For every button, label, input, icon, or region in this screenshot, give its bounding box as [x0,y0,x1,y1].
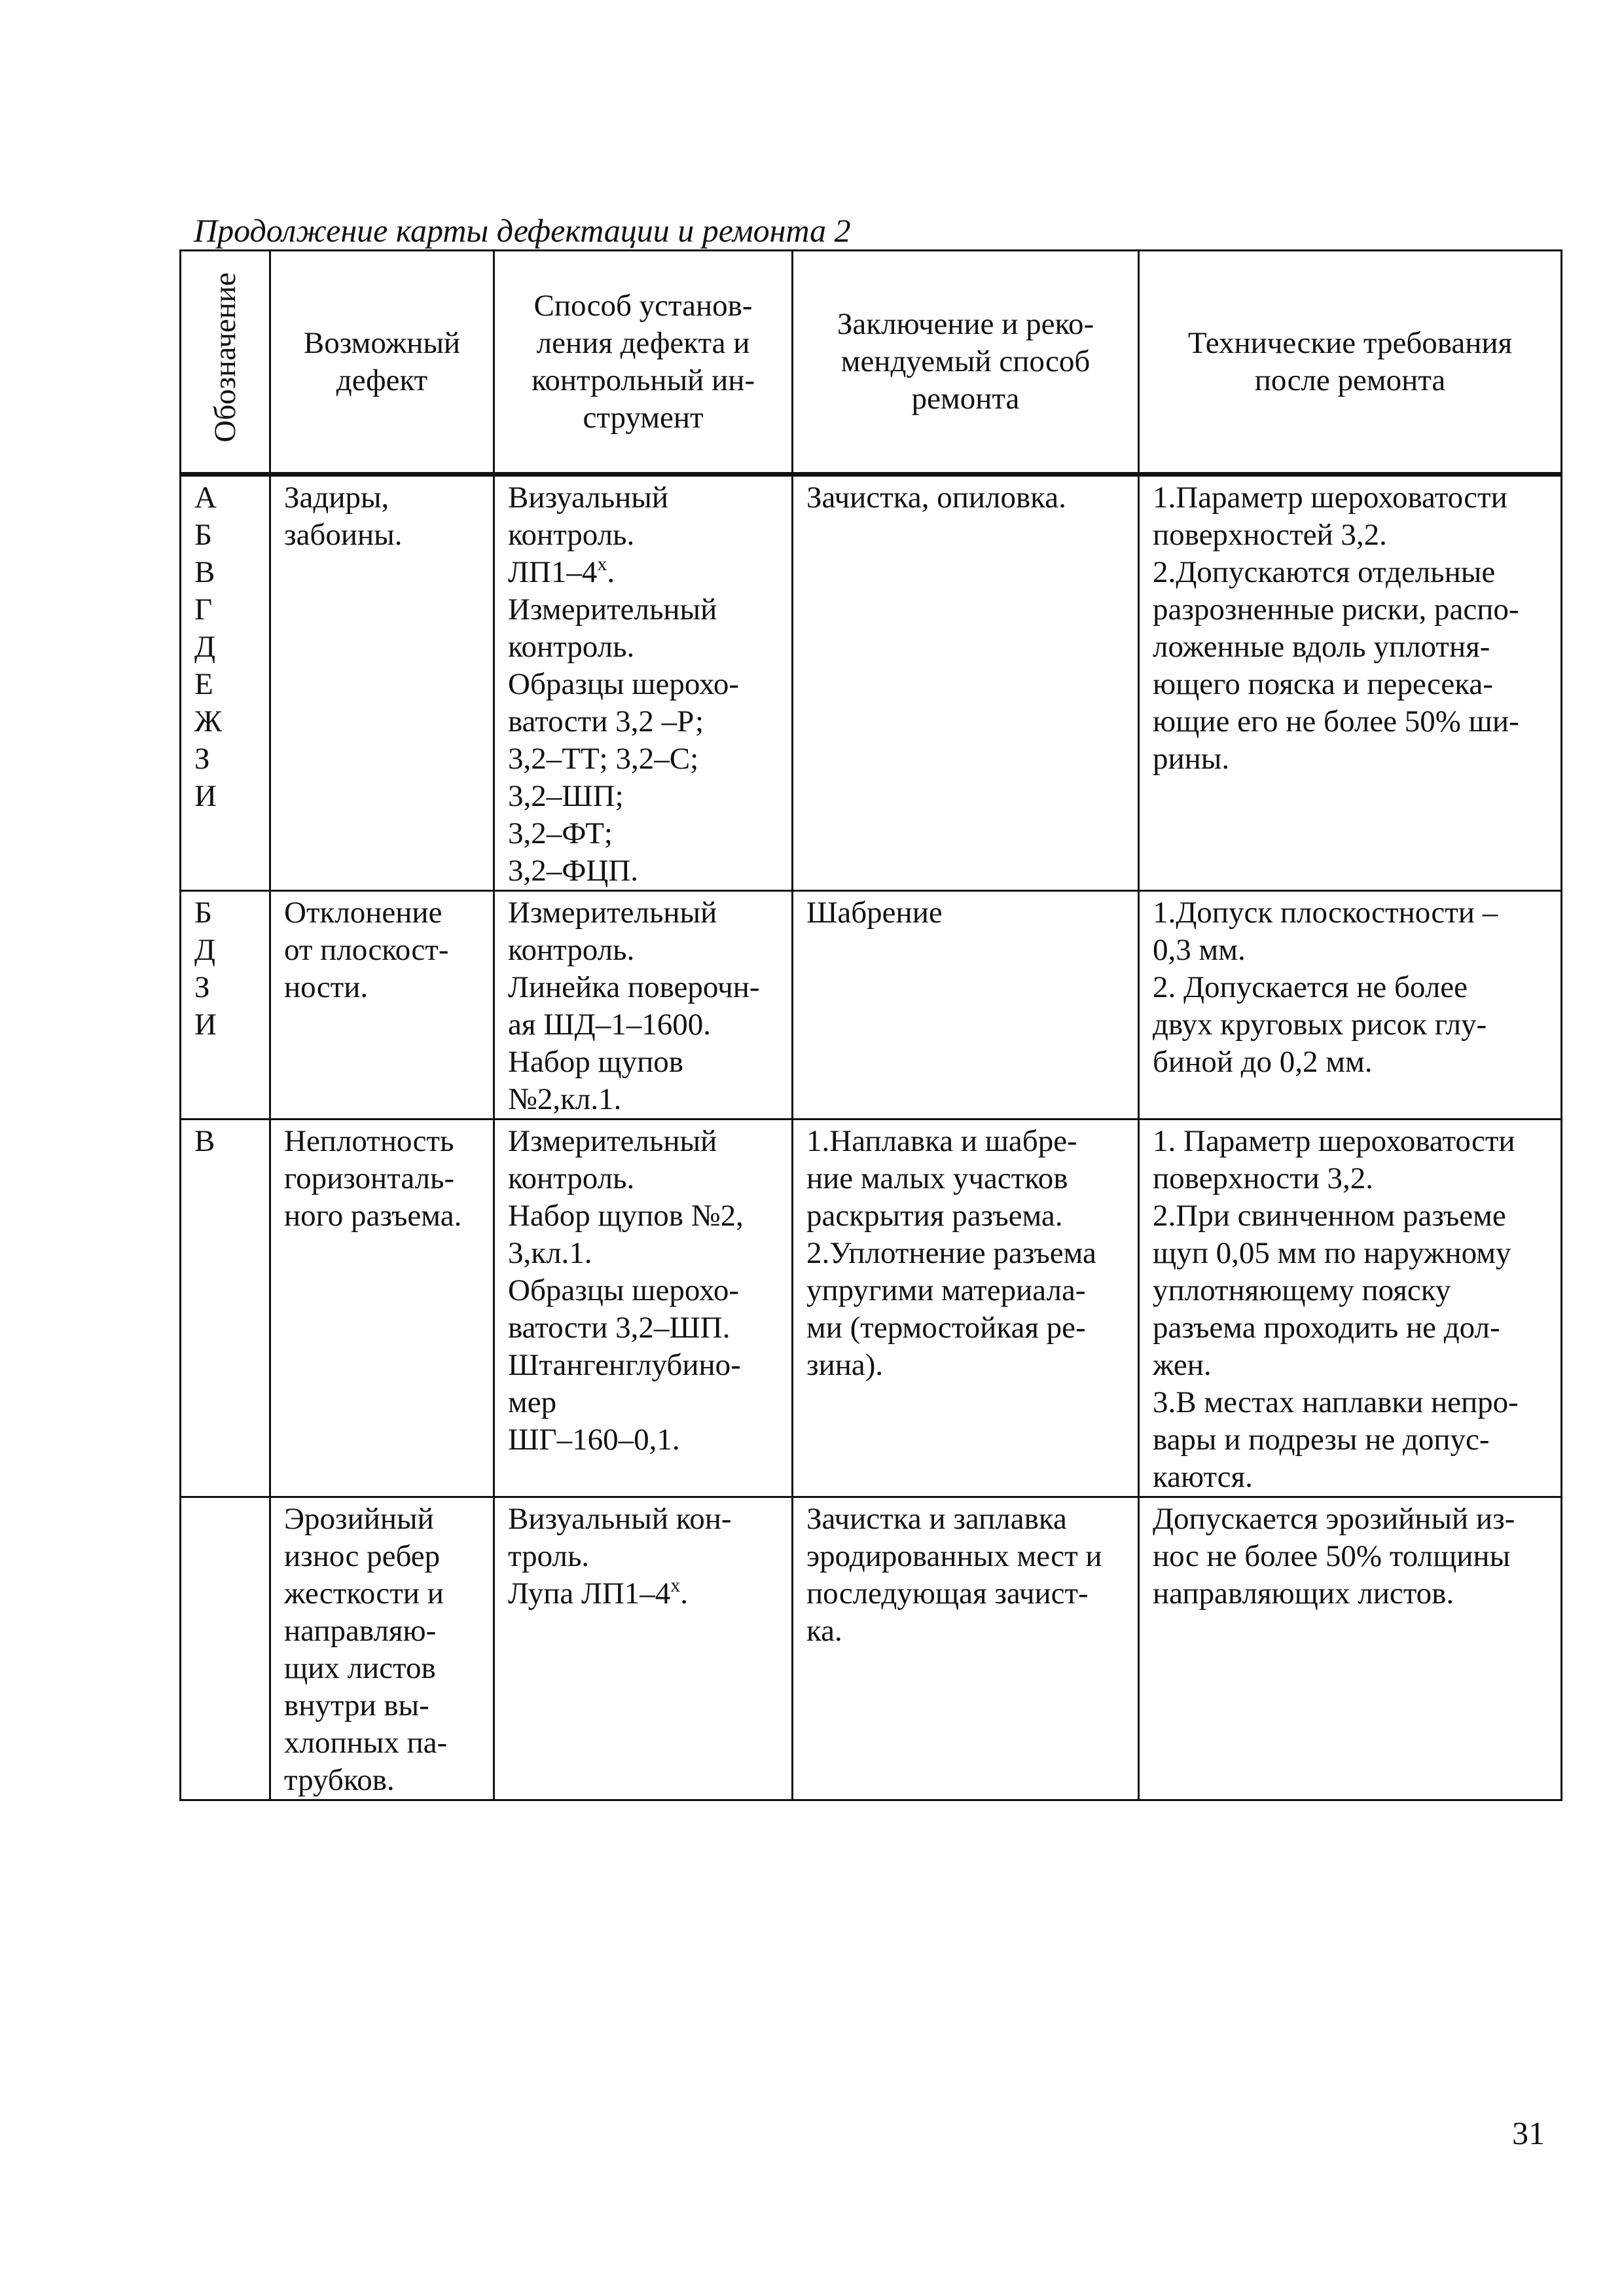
header-designation: Обозначение [181,251,270,475]
designation-cell: Б Д З И [181,891,270,1120]
table-row [181,1120,1562,1497]
table-row [181,475,1562,891]
header-defect: Возможный дефект [270,251,494,475]
header-method: Способ установ- ления дефекта и контрольный ин- струмент [494,251,793,475]
conclusion-cell: 1.Наплавка и шабре- ние малых участков раскрытия разъема. 2.Уплотнение разъема упругими материала- ми (термостойкая ре- зина). [793,1120,1139,1497]
method-cell: Измерительный контроль. Линейка поверочн- ая ШД–1–1600. Набор щупов №2,кл.1. [494,891,793,1120]
header-requirements: Технические требования после ремонта [1139,251,1562,475]
defect-cell: Неплотность горизонталь- ного разъема. [270,1120,494,1497]
defect-cell: Задиры, забоины. [270,475,494,891]
method-cell: Измерительный контроль. Набор щупов №2, 3,кл.1. Образцы шерохо- ватости 3,2–ШП. Штангенглубино- мер ШГ–160–0,1. [494,1120,793,1497]
defect-cell: Эрозийный износ ребер жесткости и направляю- щих листов внутри вы- хлопных па- трубков. [270,1497,494,1800]
method-cell: Визуальный контроль. $ЛП1-4^х$. Измерительный контроль. Образцы шерохо- ватости 3,2 –Р; 3,2–ТТ; 3,2–С; 3,2–ШП; 3,2–ФТ; 3,2–ФЦП. [494,475,793,891]
requirements-cell: 1.Параметр шероховатости поверхностей 3,2. 2.Допускаются отдельные разрозненные риски, распо- ложенные вдоль уплотня- ющего пояска и пересека- ющие его не более 50% ши- рины. [1139,475,1562,891]
designation-cell [181,1497,270,1800]
requirements-cell: Допускается эрозийный из- нос не более 50% толщины направляющих листов. [1139,1497,1562,1800]
table-row [181,1497,1562,1800]
designation-cell: В [181,1120,270,1497]
table-header-row [181,251,1562,475]
requirements-cell: 1.Допуск плоскостности – 0,3 мм. 2. Допускается не более двух круговых рисок глу- биной до 0,2 мм. [1139,891,1562,1120]
table-caption: Продолжение карты дефектации и ремонта 2 [194,212,851,249]
conclusion-cell: Шабрение [793,891,1139,1120]
page-number: 31 [1512,2115,1545,2151]
method-cell: Визуальный кон- троль. Лупа $ЛП1-4^х$. [494,1497,793,1800]
defect-repair-table [179,249,1562,1801]
designation-cell: А Б В Г Д Е Ж З И [181,475,270,891]
table-row [181,891,1562,1120]
requirements-cell: 1. Параметр шероховатости поверхности 3,2. 2.При свинченном разъеме щуп 0,05 мм по наружному уплотняющему пояску разъема проходить не дол- жен. 3.В местах наплавки непро- вары и подрезы не допус- каются. [1139,1120,1562,1497]
defect-cell: Отклонение от плоскост- ности. [270,891,494,1120]
header-conclusion: Заключение и реко- мендуемый способ ремонта [793,251,1139,475]
conclusion-cell: Зачистка и заплавка эродированных мест и последующая зачист- ка. [793,1497,1139,1800]
conclusion-cell: Зачистка, опиловка. [793,475,1139,891]
